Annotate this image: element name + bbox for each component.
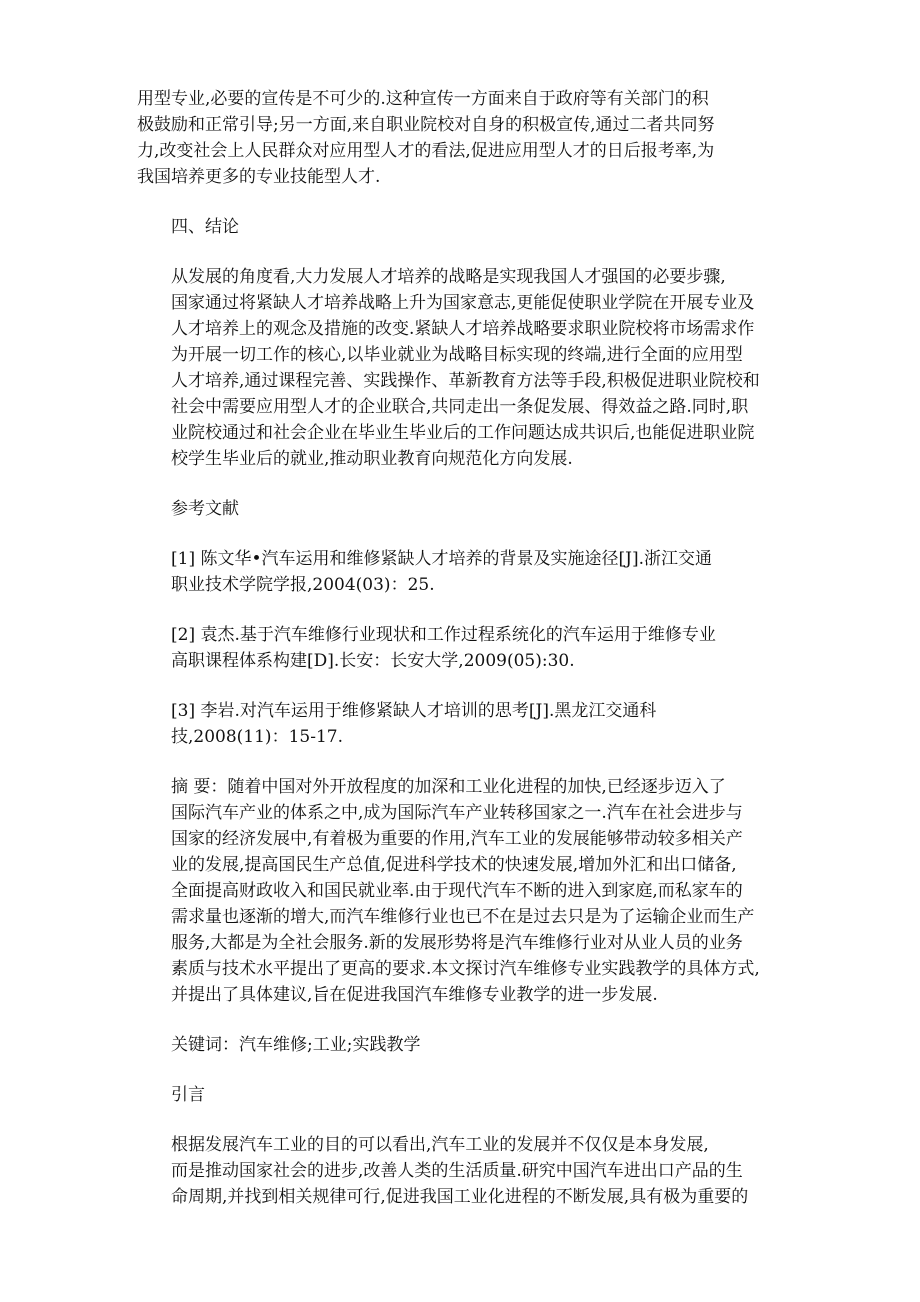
paragraph [137,86,784,190]
reference-entry [137,546,784,598]
text-line: 业的发展,提高国民生产总值,促进科学技术的快速发展,增加外汇和出口储备, [171,855,737,875]
text-line: 素质与技术水平提出了更高的要求.本文探讨汽车维修专业实践教学的具体方式, [171,959,760,979]
text-line: 校学生毕业后的就业,推动职业教育向规范化方向发展. [171,449,573,469]
text-line: 全面提高财政收入和国民就业率.由于现代汽车不断的进入到家庭,而私家车的 [171,881,743,901]
text-line: 极鼓励和正常引导;另一方面,来自职业院校对自身的积极宣传,通过二者共同努 [137,115,715,135]
reference-entry [137,622,784,674]
section-heading [137,1032,784,1058]
text-line: 人才培养上的观念及措施的改变.紧缺人才培养战略要求职业院校将市场需求作 [171,319,755,339]
text-line: [2] 袁杰.基于汽车维修行业现状和工作过程系统化的汽车运用于维修专业 [171,625,716,645]
text-line: 我国培养更多的专业技能型人才. [137,167,381,187]
text-line: 并提出了具体建议,旨在促进我国汽车维修专业教学的进一步发展. [171,985,658,1005]
section-heading [137,496,784,522]
text-line: 而是推动国家社会的进步,改善人类的生活质量.研究中国汽车进出口产品的生 [171,1161,743,1181]
text-line: 业院校通过和社会企业在毕业生毕业后的工作问题达成共识后,也能促进职业院 [171,423,755,443]
text-line: 四、结论 [171,217,239,237]
text-line: 国际汽车产业的体系之中,成为国际汽车产业转移国家之一.汽车在社会进步与 [171,803,743,823]
text-line: 人才培养,通过课程完善、实践操作、革新教育方法等手段,积极促进职业院校和 [171,371,760,391]
text-line: 摘 要：随着中国对外开放程度的加深和工业化进程的加快,已经逐步迈入了 [171,777,726,797]
text-line: 国家通过将紧缺人才培养战略上升为国家意志,更能促使职业学院在开展专业及 [171,293,755,313]
text-line: 为开展一切工作的核心,以毕业就业为战略目标实现的终端,进行全面的应用型 [171,345,743,365]
section-heading [137,214,784,240]
reference-entry [137,698,784,750]
text-line: 力,改变社会上人民群众对应用型人才的看法,促进应用型人才的日后报考率,为 [137,141,715,161]
text-line: 引言 [171,1085,205,1105]
text-line: 技,2008(11)：15-17. [171,727,343,747]
text-line: [3] 李岩.对汽车运用于维修紧缺人才培训的思考[J].黑龙江交通科 [171,701,657,721]
text-line: 命周期,并找到相关规律可行,促进我国工业化进程的不断发展,具有极为重要的 [171,1187,749,1207]
text-line: [1] 陈文华•汽车运用和维修紧缺人才培养的背景及实施途径[J].浙江交通 [171,549,712,569]
text-line: 根据发展汽车工业的目的可以看出,汽车工业的发展并不仅仅是本身发展, [171,1135,709,1155]
text-line: 服务,大都是为全社会服务.新的发展形势将是汽车维修行业对从业人员的业务 [171,933,743,953]
text-line: 职业技术学院学报,2004(03)：25. [171,575,435,595]
paragraph [137,1132,784,1210]
paragraph [137,774,784,1008]
paragraph [137,264,784,472]
text-line: 国家的经济发展中,有着极为重要的作用,汽车工业的发展能够带动较多相关产 [171,829,743,849]
text-line: 从发展的角度看,大力发展人才培养的战略是实现我国人才强国的必要步骤, [171,267,726,287]
text-line: 关键词：汽车维修;工业;实践教学 [171,1035,421,1055]
text-line: 用型专业,必要的宣传是不可少的.这种宣传一方面来自于政府等有关部门的积 [137,89,709,109]
section-heading [137,1082,784,1108]
text-line: 参考文献 [171,499,239,519]
text-line: 社会中需要应用型人才的企业联合,共同走出一条促发展、得效益之路.同时,职 [171,397,749,417]
text-line: 高职课程体系构建[D].长安：长安大学,2009(05):30. [171,651,575,671]
text-line: 需求量也逐渐的增大,而汽车维修行业也已不在是过去只是为了运输企业而生产 [171,907,755,927]
